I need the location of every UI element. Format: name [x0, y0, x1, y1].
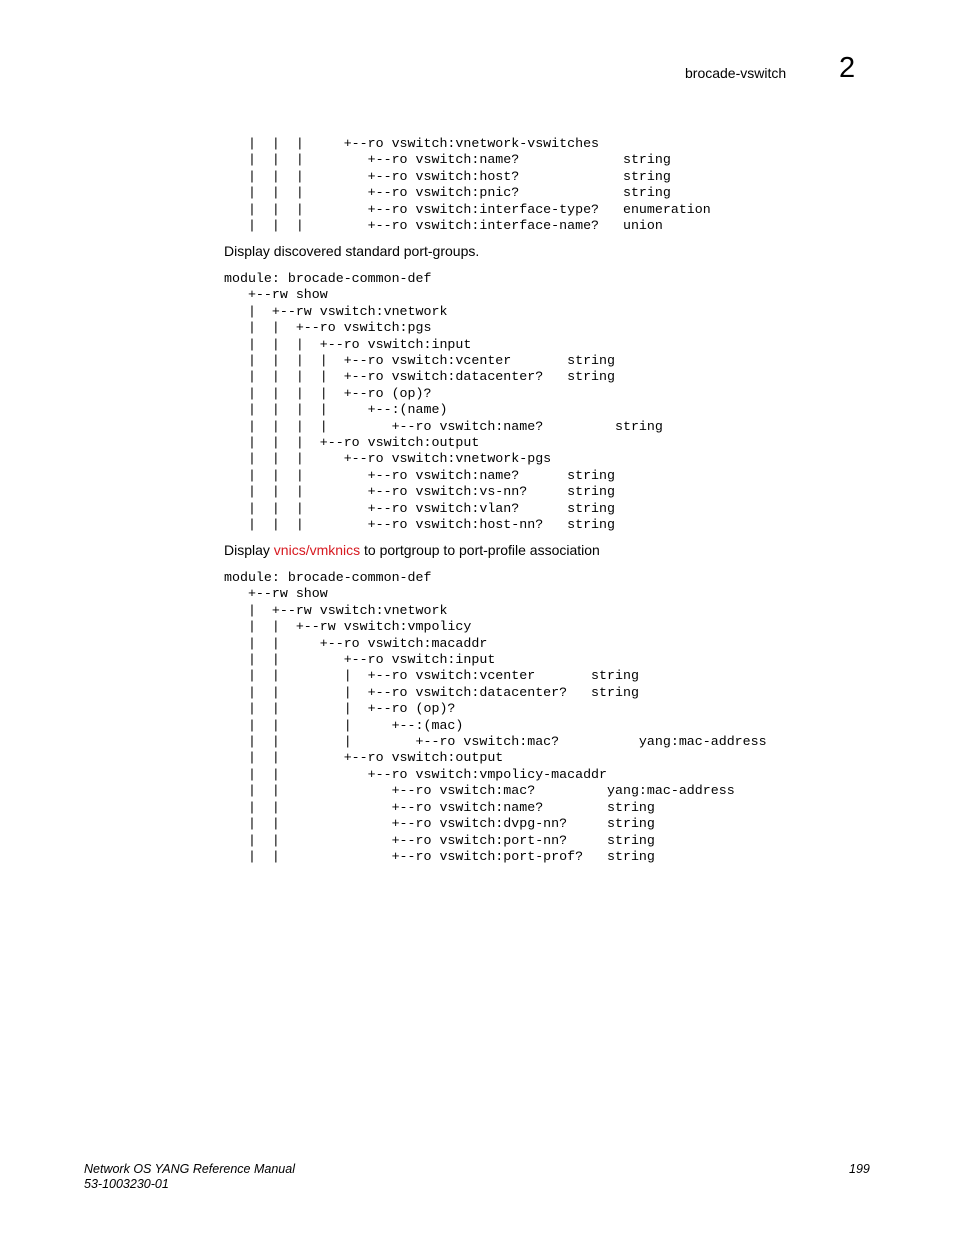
code-block-port-groups: module: brocade-common-def +--rw show | +--rw vswitch:vnetwork | | +--ro vswitch:pgs | | | +--ro vswitch:input | | | | +--ro vswitch:vcenter string | | | | +--ro vswitch:datacenter? string | | | | +--ro (op)? | | | | +--:(name) | | | | +--ro vswitch:name? string | | | +--ro vswitch:output | | | +--ro vswitch:vnetwork-pgs | | | +--ro vswitch:name? string | | | +--ro vswitch:vs-nn? string | | | +--ro vswitch:vlan? string | | | +--ro vswitch:host-nn? string: [224, 271, 663, 533]
vnics-vmknics-link[interactable]: vnics/vmknics: [273, 542, 361, 558]
running-header-title: brocade-vswitch: [685, 65, 787, 81]
paragraph-port-groups: Display discovered standard port-groups.: [224, 243, 480, 259]
footer-doc-number: 53-1003230-01: [84, 1177, 169, 1191]
footer-manual-title: Network OS YANG Reference Manual: [84, 1162, 295, 1176]
code-block-vmpolicy: module: brocade-common-def +--rw show | +--rw vswitch:vnetwork | | +--rw vswitch:vmpolicy | | +--ro vswitch:macaddr | | +--ro vswitch:input | | | +--ro vswitch:vcenter string | | | +--ro vswitch:datacenter? string | | | +--ro (op)? | | | +--:(mac) | | | +--ro vswitch:mac? yang:mac-address | | +--ro vswitch:output | | +--ro vswitch:vmpolicy-macaddr | | +--ro vswitch:mac? yang:mac-address | | +--ro vswitch:name? string | | +--ro vswitch:dvpg-nn? string | | +--ro vswitch:port-nn? string | | +--ro vswitch:port-prof? string: [224, 570, 767, 864]
footer-page-number: 199: [849, 1162, 870, 1176]
chapter-number: 2: [839, 52, 856, 84]
code-block-vswitches: | | | +--ro vswitch:vnetwork-vswitches | | | +--ro vswitch:name? string | | | +--ro vswitch:host? string | | | +--ro vswitch:pnic? string | | | +--ro vswitch:interface-type? enumeration | | | +--ro vswitch:interface-name? union: [247, 136, 711, 234]
paragraph-association: [224, 542, 600, 558]
paragraph-text-before: Display: [224, 542, 274, 558]
paragraph-text-after: to portgroup to port-profile association: [360, 542, 600, 558]
